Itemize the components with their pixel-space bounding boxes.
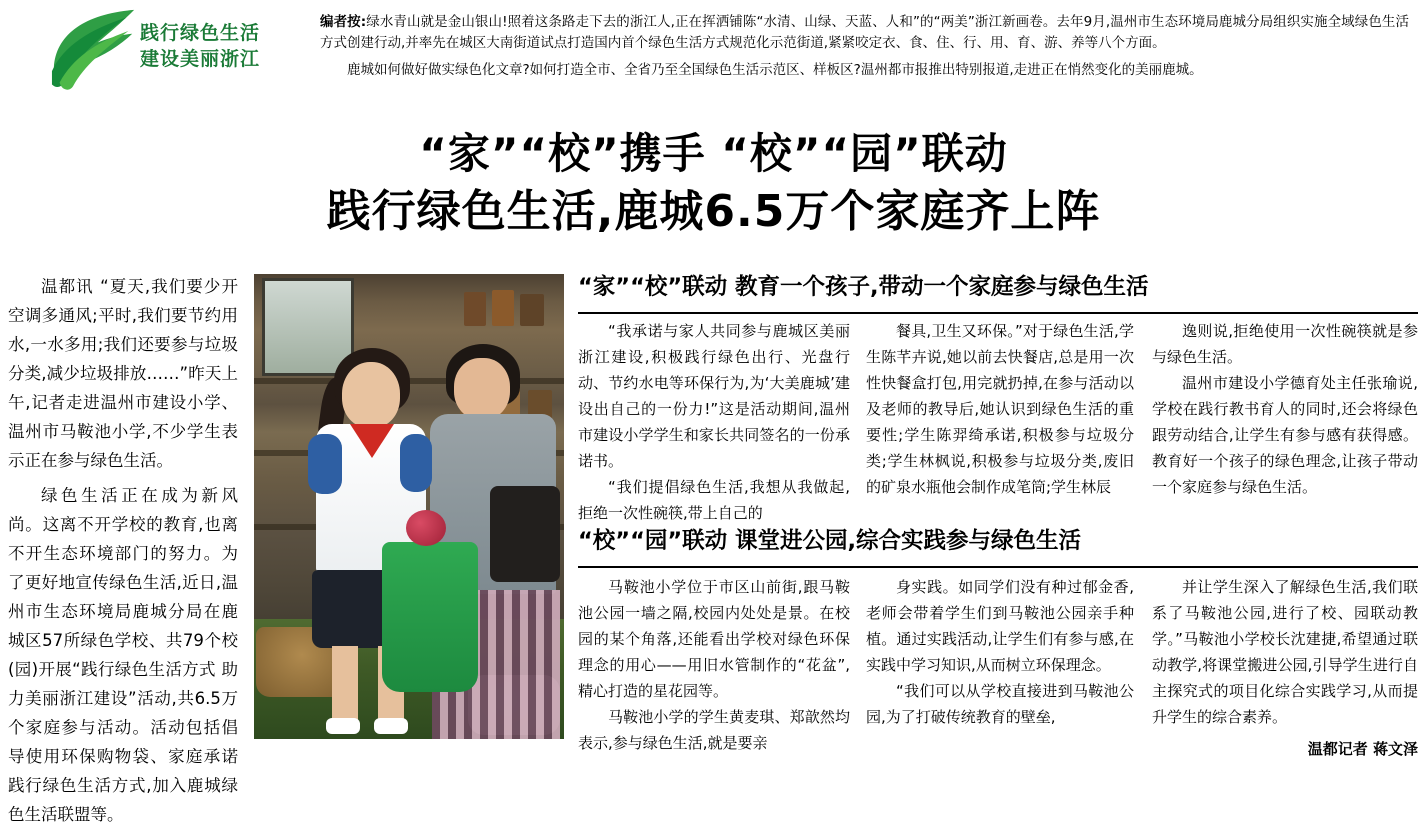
section-2-column-2 — [866, 574, 1134, 730]
section-1-column-2 — [866, 318, 1134, 500]
editor-note — [310, 0, 1427, 87]
photo-product — [492, 290, 514, 326]
section-1-col-3-text: 逸则说,拒绝使用一次性碗筷就是参与绿色生活。 — [1152, 322, 1418, 366]
section-2-col-1-text-cont: 马鞍池小学的学生黄麦琪、郑歆然均表示,参与绿色生活,就是要亲 — [578, 708, 850, 752]
editor-note-label: 编者按: — [320, 14, 367, 30]
section-1-column-3 — [1152, 318, 1418, 500]
photo-child-shoe — [326, 718, 360, 734]
section-2-col-3-text: 并让学生深入了解绿色生活,我们联系了马鞍池公园,进行了校、园联动教学。”马鞍池小学校长沈建捷,希望通过联动教学,将课堂搬进公园,引导学生进行自主探究式的项目化综合实践学习,从而提升学生的综合素养。 — [1152, 578, 1418, 726]
section-1-header — [578, 272, 1418, 324]
photo-product — [464, 292, 486, 326]
section-2-title: “校”“园”联动 课堂进公园,综合实践参与绿色生活 — [578, 528, 1082, 554]
editor-note-paragraph-1 — [320, 12, 1409, 54]
lead-column — [8, 272, 238, 835]
logo-line-2: 建设美丽浙江 — [140, 48, 261, 70]
editor-note-text-1: 绿水青山就是金山银山!照着这条路走下去的浙江人,正在挥洒铺陈“水清、山绿、天蓝、人和”的“两美”浙江新画卷。去年9月,温州市生态环境局鹿城分局组织实施全域绿色生活方式创建行动,并率先在城区大南街道试点打造国内首个绿色生活方式规范化示范街道,紧紧咬定衣、食、住、行、用、育、游、养等八个方面。 — [320, 14, 1409, 51]
photo-child-head — [342, 362, 400, 428]
section-1-column-1 — [578, 318, 850, 526]
section-2-col-2-text: 身实践。如同学们没有种过郁金香,老师会带着学生们到马鞍池公园亲手种植。通过实践活动,让学生们有参与感,在实践中学习知识,从而树立环保理念。 — [866, 578, 1134, 674]
section-2-rule — [578, 566, 1418, 568]
section-1-col-1-text-cont: “我们提倡绿色生活,我想从我做起,拒绝一次性碗筷,带上自己的 — [578, 478, 850, 522]
headline-line-1: “家”“校”携手 “校”“园”联动 — [419, 129, 1008, 178]
logo-line-1: 践行绿色生活 — [140, 22, 261, 44]
photo-child-sleeve-left — [308, 434, 342, 494]
article-body — [0, 268, 1427, 824]
lead-paragraph-2: 绿色生活正在成为新风尚。这离不开学校的教育,也离不开生态环境部门的努力。为了更好地宣传绿色生活,近日,温州市生态环境局鹿城分局在鹿城区57所绿色学校、共79个校(园)开展“践行绿色生活方式 助力美丽浙江建设”活动,共6.5万个家庭参与活动。活动包括倡导使用环保购物袋、家庭承诺践行绿色生活方式,加入鹿城绿色生活联盟等。 — [8, 486, 238, 824]
section-1-col-3-text-cont: 温州市建设小学德育处主任张瑜说,学校在践行教书育人的同时,还会将绿色跟劳动结合,让学生有参与感有获得感。教育好一个孩子的绿色理念,让孩子带动一个家庭参与绿色生活。 — [1152, 374, 1418, 496]
logo-wordmark — [140, 20, 260, 72]
photo-child-shoe — [374, 718, 408, 734]
photo-adult-head — [454, 358, 510, 420]
section-1-title: “家”“校”联动 教育一个孩子,带动一个家庭参与绿色生活 — [578, 274, 1149, 300]
section-1-col-2-text: 餐具,卫生又环保。”对于绿色生活,学生陈芊卉说,她以前去快餐店,总是用一次性快餐盒打包,用完就扔掉,在参与活动以及老师的教导后,她认识到绿色生活的重要性;学生陈羿绮承诺,积极参与垃圾分类;学生林枫说,积极参与垃圾分类,废旧的矿泉水瓶他会制作成笔筒;学生林辰 — [866, 322, 1134, 496]
page-headline — [0, 128, 1427, 240]
photo-dragon-fruit — [406, 510, 446, 546]
photo-green-shopping-bag — [382, 542, 478, 692]
editor-note-paragraph-2: 鹿城如何做好做实绿色化文章?如何打造全市、全省乃至全国绿色生活示范区、样板区?温州都市报推出特别报道,走进正在悄然变化的美丽鹿城。 — [347, 62, 1203, 78]
section-2-col-2-text-cont: “我们可以从学校直接进到马鞍池公园,为了打破传统教育的壁垒, — [866, 682, 1134, 726]
article-byline: 温都记者 蒋文泽 — [1307, 740, 1418, 758]
photo-product — [520, 294, 544, 326]
section-1-rule — [578, 312, 1418, 314]
section-1-col-1-text: “我承诺与家人共同参与鹿城区美丽浙江建设,积极践行绿色出行、光盘行动、节约水电等环保行为,为‘大美鹿城’建设出自己的一份力!”这是活动期间,温州市建设小学学生和家长共同签名的一份承诺书。 — [578, 322, 850, 470]
section-2-column-3 — [1152, 574, 1418, 759]
photo-handbag — [490, 486, 560, 582]
section-2-header — [578, 526, 1418, 578]
masthead — [0, 0, 1427, 112]
green-leaf-brush-logo-icon — [46, 8, 142, 94]
publication-logo — [0, 0, 310, 104]
article-photo — [254, 274, 564, 739]
photo-child-sleeve-right — [400, 434, 432, 492]
lead-paragraph-1: 温都讯 “夏天,我们要少开空调多通风;平时,我们要节约用水,一水多用;我们还要参与垃圾分类,减少垃圾排放……”昨天上午,记者走进温州市建设小学、温州市马鞍池小学,不少学生表示正在参与绿色生活。 — [8, 277, 238, 470]
headline-line-2: 践行绿色生活,鹿城6.5万个家庭齐上阵 — [326, 186, 1101, 237]
section-2-col-1-text: 马鞍池小学位于市区山前街,跟马鞍池公园一墙之隔,校园内处处是景。在校园的某个角落,还能看出学校对绿色环保理念的用心——用旧水管制作的“花盆”,精心打造的星花园等。 — [578, 578, 850, 700]
photo-child-leg — [332, 646, 358, 724]
section-2-column-1 — [578, 574, 850, 756]
